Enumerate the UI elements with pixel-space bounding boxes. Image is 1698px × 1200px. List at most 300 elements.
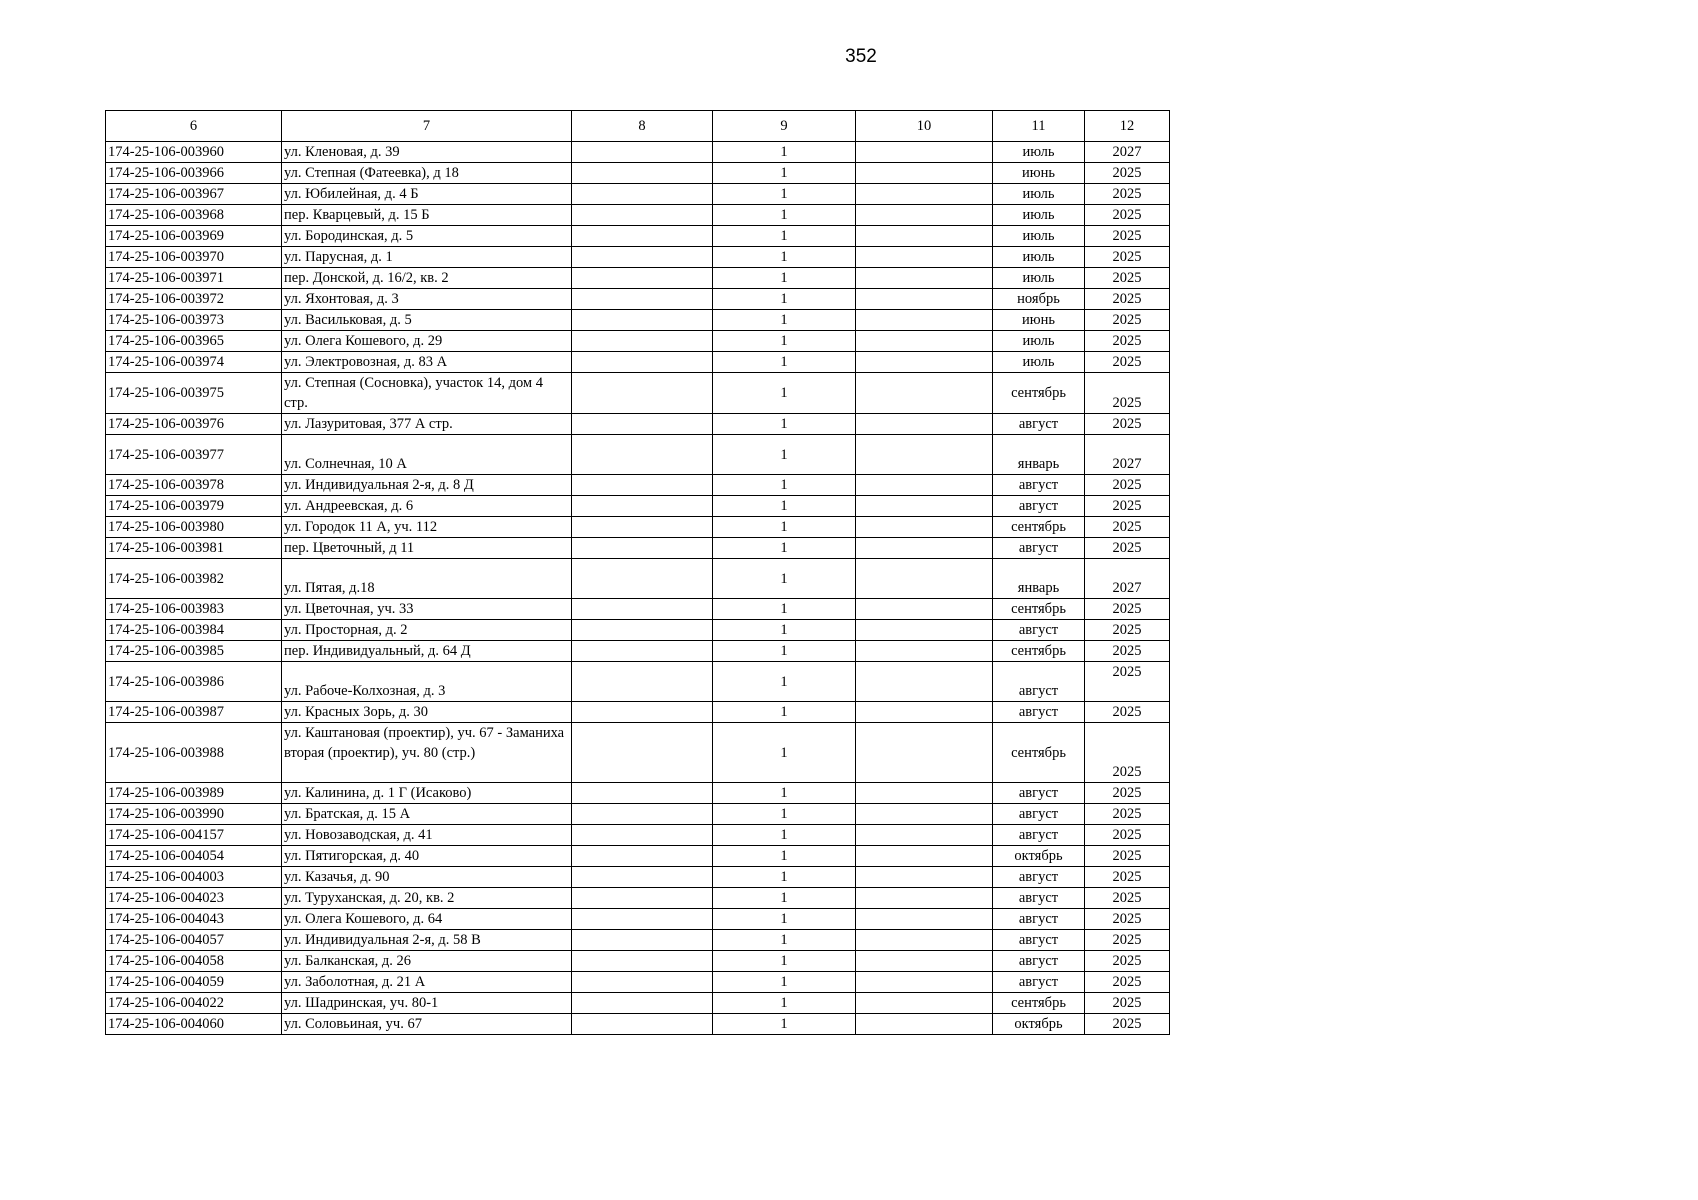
year-cell: 2025 bbox=[1085, 951, 1170, 972]
col8-cell bbox=[572, 205, 713, 226]
table-row bbox=[106, 641, 1170, 662]
year-cell: 2025 bbox=[1085, 909, 1170, 930]
header-col-7: 7 bbox=[282, 111, 572, 142]
col10-cell bbox=[856, 226, 993, 247]
object-id-cell: 174-25-106-003973 bbox=[106, 310, 282, 331]
month-cell: январь bbox=[993, 559, 1085, 599]
month-cell: июль bbox=[993, 142, 1085, 163]
year-cell: 2025 bbox=[1085, 373, 1170, 414]
col8-cell bbox=[572, 435, 713, 475]
count-cell: 1 bbox=[713, 559, 856, 599]
table-row bbox=[106, 867, 1170, 888]
object-id-cell: 174-25-106-003977 bbox=[106, 435, 282, 475]
year-cell: 2025 bbox=[1085, 268, 1170, 289]
col10-cell bbox=[856, 435, 993, 475]
col8-cell bbox=[572, 599, 713, 620]
col8-cell bbox=[572, 804, 713, 825]
object-id-cell: 174-25-106-003988 bbox=[106, 723, 282, 783]
col10-cell bbox=[856, 414, 993, 435]
address-cell: ул. Просторная, д. 2 bbox=[282, 620, 572, 641]
year-cell: 2025 bbox=[1085, 475, 1170, 496]
col10-cell bbox=[856, 702, 993, 723]
month-cell: сентябрь bbox=[993, 599, 1085, 620]
count-cell: 1 bbox=[713, 825, 856, 846]
address-cell: ул. Индивидуальная 2-я, д. 58 В bbox=[282, 930, 572, 951]
table-row bbox=[106, 163, 1170, 184]
count-cell: 1 bbox=[713, 641, 856, 662]
address-cell: ул. Рабоче-Колхозная, д. 3 bbox=[282, 662, 572, 702]
year-cell: 2025 bbox=[1085, 723, 1170, 783]
col10-cell bbox=[856, 331, 993, 352]
col8-cell bbox=[572, 993, 713, 1014]
table-body bbox=[106, 142, 1170, 1035]
year-cell: 2025 bbox=[1085, 163, 1170, 184]
object-id-cell: 174-25-106-003983 bbox=[106, 599, 282, 620]
month-cell: сентябрь bbox=[993, 993, 1085, 1014]
count-cell: 1 bbox=[713, 352, 856, 373]
col10-cell bbox=[856, 517, 993, 538]
page-number: 352 bbox=[845, 46, 877, 67]
year-cell: 2025 bbox=[1085, 993, 1170, 1014]
address-cell: ул. Степная (Фатеевка), д 18 bbox=[282, 163, 572, 184]
col8-cell bbox=[572, 641, 713, 662]
year-cell: 2025 bbox=[1085, 414, 1170, 435]
year-cell: 2025 bbox=[1085, 702, 1170, 723]
month-cell: июнь bbox=[993, 310, 1085, 331]
header-col-6: 6 bbox=[106, 111, 282, 142]
month-cell: август bbox=[993, 888, 1085, 909]
col10-cell bbox=[856, 475, 993, 496]
count-cell: 1 bbox=[713, 538, 856, 559]
year-cell: 2025 bbox=[1085, 205, 1170, 226]
address-cell: ул. Соловьиная, уч. 67 bbox=[282, 1014, 572, 1035]
count-cell: 1 bbox=[713, 930, 856, 951]
year-cell: 2025 bbox=[1085, 226, 1170, 247]
year-cell: 2027 bbox=[1085, 142, 1170, 163]
col8-cell bbox=[572, 559, 713, 599]
registry-table bbox=[105, 110, 1170, 1035]
table-row bbox=[106, 783, 1170, 804]
address-cell: ул. Балканская, д. 26 bbox=[282, 951, 572, 972]
col10-cell bbox=[856, 825, 993, 846]
object-id-cell: 174-25-106-004059 bbox=[106, 972, 282, 993]
table-row bbox=[106, 205, 1170, 226]
object-id-cell: 174-25-106-003985 bbox=[106, 641, 282, 662]
month-cell: август bbox=[993, 620, 1085, 641]
month-cell: август bbox=[993, 475, 1085, 496]
year-cell: 2025 bbox=[1085, 352, 1170, 373]
month-cell: июль bbox=[993, 247, 1085, 268]
year-cell: 2025 bbox=[1085, 825, 1170, 846]
address-cell: ул. Казачья, д. 90 bbox=[282, 867, 572, 888]
address-cell: пер. Индивидуальный, д. 64 Д bbox=[282, 641, 572, 662]
col10-cell bbox=[856, 909, 993, 930]
month-cell: январь bbox=[993, 435, 1085, 475]
table-row bbox=[106, 517, 1170, 538]
year-cell: 2025 bbox=[1085, 184, 1170, 205]
object-id-cell: 174-25-106-003971 bbox=[106, 268, 282, 289]
object-id-cell: 174-25-106-003987 bbox=[106, 702, 282, 723]
col8-cell bbox=[572, 1014, 713, 1035]
year-cell: 2025 bbox=[1085, 804, 1170, 825]
table-row bbox=[106, 414, 1170, 435]
col8-cell bbox=[572, 846, 713, 867]
address-cell: ул. Олега Кошевого, д. 29 bbox=[282, 331, 572, 352]
table-row bbox=[106, 723, 1170, 783]
col8-cell bbox=[572, 888, 713, 909]
count-cell: 1 bbox=[713, 783, 856, 804]
col10-cell bbox=[856, 951, 993, 972]
table-row bbox=[106, 268, 1170, 289]
table-row bbox=[106, 888, 1170, 909]
count-cell: 1 bbox=[713, 723, 856, 783]
address-cell: ул. Шадринская, уч. 80-1 bbox=[282, 993, 572, 1014]
col8-cell bbox=[572, 662, 713, 702]
year-cell: 2025 bbox=[1085, 846, 1170, 867]
object-id-cell: 174-25-106-004022 bbox=[106, 993, 282, 1014]
col10-cell bbox=[856, 993, 993, 1014]
address-cell: ул. Красных Зорь, д. 30 bbox=[282, 702, 572, 723]
month-cell: июль bbox=[993, 331, 1085, 352]
table-row bbox=[106, 599, 1170, 620]
col8-cell bbox=[572, 702, 713, 723]
object-id-cell: 174-25-106-004058 bbox=[106, 951, 282, 972]
object-id-cell: 174-25-106-003968 bbox=[106, 205, 282, 226]
count-cell: 1 bbox=[713, 909, 856, 930]
table-row bbox=[106, 930, 1170, 951]
month-cell: август bbox=[993, 662, 1085, 702]
table-row bbox=[106, 247, 1170, 268]
address-cell: ул. Братская, д. 15 А bbox=[282, 804, 572, 825]
address-cell: пер. Кварцевый, д. 15 Б bbox=[282, 205, 572, 226]
object-id-cell: 174-25-106-003974 bbox=[106, 352, 282, 373]
table-row bbox=[106, 993, 1170, 1014]
count-cell: 1 bbox=[713, 702, 856, 723]
col10-cell bbox=[856, 783, 993, 804]
month-cell: сентябрь bbox=[993, 517, 1085, 538]
table-row bbox=[106, 352, 1170, 373]
month-cell: октябрь bbox=[993, 1014, 1085, 1035]
header-row bbox=[106, 111, 1170, 142]
table-row bbox=[106, 496, 1170, 517]
col10-cell bbox=[856, 867, 993, 888]
table-row bbox=[106, 538, 1170, 559]
count-cell: 1 bbox=[713, 247, 856, 268]
col8-cell bbox=[572, 723, 713, 783]
table-row bbox=[106, 846, 1170, 867]
year-cell: 2025 bbox=[1085, 538, 1170, 559]
month-cell: август bbox=[993, 804, 1085, 825]
year-cell: 2027 bbox=[1085, 559, 1170, 599]
year-cell: 2025 bbox=[1085, 247, 1170, 268]
table-row bbox=[106, 951, 1170, 972]
year-cell: 2025 bbox=[1085, 517, 1170, 538]
col8-cell bbox=[572, 163, 713, 184]
object-id-cell: 174-25-106-003976 bbox=[106, 414, 282, 435]
header-col-11: 11 bbox=[993, 111, 1085, 142]
object-id-cell: 174-25-106-003978 bbox=[106, 475, 282, 496]
year-cell: 2025 bbox=[1085, 1014, 1170, 1035]
object-id-cell: 174-25-106-003986 bbox=[106, 662, 282, 702]
year-cell: 2025 bbox=[1085, 310, 1170, 331]
col10-cell bbox=[856, 268, 993, 289]
col10-cell bbox=[856, 205, 993, 226]
year-cell: 2025 bbox=[1085, 783, 1170, 804]
address-cell: ул. Андреевская, д. 6 bbox=[282, 496, 572, 517]
count-cell: 1 bbox=[713, 888, 856, 909]
object-id-cell: 174-25-106-004157 bbox=[106, 825, 282, 846]
count-cell: 1 bbox=[713, 310, 856, 331]
address-cell: ул. Городок 11 А, уч. 112 bbox=[282, 517, 572, 538]
month-cell: август bbox=[993, 702, 1085, 723]
address-cell: ул. Юбилейная, д. 4 Б bbox=[282, 184, 572, 205]
year-cell: 2025 bbox=[1085, 888, 1170, 909]
table-row bbox=[106, 331, 1170, 352]
year-cell: 2025 bbox=[1085, 930, 1170, 951]
col10-cell bbox=[856, 289, 993, 310]
object-id-cell: 174-25-106-003970 bbox=[106, 247, 282, 268]
col8-cell bbox=[572, 331, 713, 352]
object-id-cell: 174-25-106-003984 bbox=[106, 620, 282, 641]
year-cell: 2025 bbox=[1085, 641, 1170, 662]
col10-cell bbox=[856, 247, 993, 268]
month-cell: ноябрь bbox=[993, 289, 1085, 310]
month-cell: август bbox=[993, 414, 1085, 435]
address-cell: ул. Электровозная, д. 83 А bbox=[282, 352, 572, 373]
table-row bbox=[106, 373, 1170, 414]
col8-cell bbox=[572, 620, 713, 641]
header-col-8: 8 bbox=[572, 111, 713, 142]
object-id-cell: 174-25-106-003990 bbox=[106, 804, 282, 825]
month-cell: август bbox=[993, 538, 1085, 559]
object-id-cell: 174-25-106-003972 bbox=[106, 289, 282, 310]
col10-cell bbox=[856, 538, 993, 559]
address-cell: ул. Пятая, д.18 bbox=[282, 559, 572, 599]
col10-cell bbox=[856, 559, 993, 599]
year-cell: 2025 bbox=[1085, 599, 1170, 620]
col8-cell bbox=[572, 496, 713, 517]
col8-cell bbox=[572, 247, 713, 268]
count-cell: 1 bbox=[713, 289, 856, 310]
table-row bbox=[106, 310, 1170, 331]
col10-cell bbox=[856, 662, 993, 702]
col8-cell bbox=[572, 373, 713, 414]
address-cell: ул. Туруханская, д. 20, кв. 2 bbox=[282, 888, 572, 909]
month-cell: сентябрь bbox=[993, 373, 1085, 414]
col8-cell bbox=[572, 517, 713, 538]
count-cell: 1 bbox=[713, 867, 856, 888]
object-id-cell: 174-25-106-003966 bbox=[106, 163, 282, 184]
col10-cell bbox=[856, 620, 993, 641]
month-cell: июль bbox=[993, 226, 1085, 247]
month-cell: октябрь bbox=[993, 846, 1085, 867]
count-cell: 1 bbox=[713, 846, 856, 867]
object-id-cell: 174-25-106-003967 bbox=[106, 184, 282, 205]
address-cell: ул. Васильковая, д. 5 bbox=[282, 310, 572, 331]
address-cell: ул. Бородинская, д. 5 bbox=[282, 226, 572, 247]
col8-cell bbox=[572, 226, 713, 247]
col10-cell bbox=[856, 310, 993, 331]
object-id-cell: 174-25-106-004060 bbox=[106, 1014, 282, 1035]
table-row bbox=[106, 702, 1170, 723]
col10-cell bbox=[856, 641, 993, 662]
object-id-cell: 174-25-106-003982 bbox=[106, 559, 282, 599]
table-row bbox=[106, 1014, 1170, 1035]
table-row bbox=[106, 825, 1170, 846]
col8-cell bbox=[572, 867, 713, 888]
object-id-cell: 174-25-106-003960 bbox=[106, 142, 282, 163]
col8-cell bbox=[572, 475, 713, 496]
col8-cell bbox=[572, 783, 713, 804]
address-cell: ул. Солнечная, 10 А bbox=[282, 435, 572, 475]
object-id-cell: 174-25-106-003969 bbox=[106, 226, 282, 247]
count-cell: 1 bbox=[713, 268, 856, 289]
count-cell: 1 bbox=[713, 435, 856, 475]
month-cell: август bbox=[993, 496, 1085, 517]
month-cell: июль bbox=[993, 205, 1085, 226]
col8-cell bbox=[572, 951, 713, 972]
col8-cell bbox=[572, 310, 713, 331]
address-cell: ул. Каштановая (проектир), уч. 67 - Заманиха вторая (проектир), уч. 80 (стр.) bbox=[282, 723, 572, 783]
month-cell: сентябрь bbox=[993, 641, 1085, 662]
year-cell: 2025 bbox=[1085, 331, 1170, 352]
object-id-cell: 174-25-106-004003 bbox=[106, 867, 282, 888]
month-cell: август bbox=[993, 930, 1085, 951]
object-id-cell: 174-25-106-004043 bbox=[106, 909, 282, 930]
object-id-cell: 174-25-106-004057 bbox=[106, 930, 282, 951]
object-id-cell: 174-25-106-003980 bbox=[106, 517, 282, 538]
col10-cell bbox=[856, 888, 993, 909]
count-cell: 1 bbox=[713, 142, 856, 163]
table-row bbox=[106, 289, 1170, 310]
col8-cell bbox=[572, 289, 713, 310]
count-cell: 1 bbox=[713, 163, 856, 184]
col10-cell bbox=[856, 184, 993, 205]
address-cell: ул. Цветочная, уч. 33 bbox=[282, 599, 572, 620]
object-id-cell: 174-25-106-003981 bbox=[106, 538, 282, 559]
table-row bbox=[106, 804, 1170, 825]
col8-cell bbox=[572, 268, 713, 289]
col8-cell bbox=[572, 184, 713, 205]
year-cell: 2025 bbox=[1085, 289, 1170, 310]
col10-cell bbox=[856, 846, 993, 867]
address-cell: ул. Олега Кошевого, д. 64 bbox=[282, 909, 572, 930]
month-cell: июль bbox=[993, 184, 1085, 205]
count-cell: 1 bbox=[713, 331, 856, 352]
address-cell: ул. Индивидуальная 2-я, д. 8 Д bbox=[282, 475, 572, 496]
month-cell: август bbox=[993, 825, 1085, 846]
object-id-cell: 174-25-106-003975 bbox=[106, 373, 282, 414]
object-id-cell: 174-25-106-004023 bbox=[106, 888, 282, 909]
table-row bbox=[106, 475, 1170, 496]
col10-cell bbox=[856, 972, 993, 993]
count-cell: 1 bbox=[713, 620, 856, 641]
table-row bbox=[106, 184, 1170, 205]
month-cell: июль bbox=[993, 352, 1085, 373]
month-cell: август bbox=[993, 972, 1085, 993]
month-cell: август bbox=[993, 867, 1085, 888]
count-cell: 1 bbox=[713, 205, 856, 226]
object-id-cell: 174-25-106-004054 bbox=[106, 846, 282, 867]
col10-cell bbox=[856, 352, 993, 373]
address-cell: ул. Калинина, д. 1 Г (Исаково) bbox=[282, 783, 572, 804]
count-cell: 1 bbox=[713, 599, 856, 620]
year-cell: 2025 bbox=[1085, 972, 1170, 993]
table-row bbox=[106, 226, 1170, 247]
col10-cell bbox=[856, 142, 993, 163]
month-cell: июль bbox=[993, 268, 1085, 289]
table-row bbox=[106, 972, 1170, 993]
table-row bbox=[106, 620, 1170, 641]
count-cell: 1 bbox=[713, 804, 856, 825]
count-cell: 1 bbox=[713, 972, 856, 993]
count-cell: 1 bbox=[713, 993, 856, 1014]
year-cell: 2025 bbox=[1085, 867, 1170, 888]
count-cell: 1 bbox=[713, 517, 856, 538]
address-cell: ул. Степная (Сосновка), участок 14, дом 4 стр. bbox=[282, 373, 572, 414]
address-cell: ул. Лазуритовая, 377 А стр. bbox=[282, 414, 572, 435]
col8-cell bbox=[572, 352, 713, 373]
month-cell: июнь bbox=[993, 163, 1085, 184]
table-row bbox=[106, 662, 1170, 702]
col10-cell bbox=[856, 930, 993, 951]
address-cell: ул. Пятигорская, д. 40 bbox=[282, 846, 572, 867]
count-cell: 1 bbox=[713, 1014, 856, 1035]
object-id-cell: 174-25-106-003989 bbox=[106, 783, 282, 804]
col8-cell bbox=[572, 538, 713, 559]
address-cell: ул. Парусная, д. 1 bbox=[282, 247, 572, 268]
year-cell: 2025 bbox=[1085, 496, 1170, 517]
count-cell: 1 bbox=[713, 662, 856, 702]
month-cell: август bbox=[993, 783, 1085, 804]
address-cell: ул. Яхонтовая, д. 3 bbox=[282, 289, 572, 310]
count-cell: 1 bbox=[713, 475, 856, 496]
col8-cell bbox=[572, 972, 713, 993]
address-cell: ул. Заболотная, д. 21 А bbox=[282, 972, 572, 993]
col8-cell bbox=[572, 414, 713, 435]
header-col-9: 9 bbox=[713, 111, 856, 142]
year-cell: 2027 bbox=[1085, 435, 1170, 475]
col10-cell bbox=[856, 163, 993, 184]
count-cell: 1 bbox=[713, 414, 856, 435]
address-cell: пер. Цветочный, д 11 bbox=[282, 538, 572, 559]
col10-cell bbox=[856, 723, 993, 783]
month-cell: август bbox=[993, 951, 1085, 972]
count-cell: 1 bbox=[713, 373, 856, 414]
col10-cell bbox=[856, 496, 993, 517]
object-id-cell: 174-25-106-003965 bbox=[106, 331, 282, 352]
table-row bbox=[106, 142, 1170, 163]
col8-cell bbox=[572, 825, 713, 846]
table-row bbox=[106, 435, 1170, 475]
month-cell: сентябрь bbox=[993, 723, 1085, 783]
address-cell: пер. Донской, д. 16/2, кв. 2 bbox=[282, 268, 572, 289]
col8-cell bbox=[572, 930, 713, 951]
count-cell: 1 bbox=[713, 951, 856, 972]
col8-cell bbox=[572, 909, 713, 930]
count-cell: 1 bbox=[713, 226, 856, 247]
count-cell: 1 bbox=[713, 184, 856, 205]
col10-cell bbox=[856, 373, 993, 414]
col8-cell bbox=[572, 142, 713, 163]
count-cell: 1 bbox=[713, 496, 856, 517]
address-cell: ул. Новозаводская, д. 41 bbox=[282, 825, 572, 846]
table-row bbox=[106, 559, 1170, 599]
year-cell: 2025 bbox=[1085, 662, 1170, 702]
year-cell: 2025 bbox=[1085, 620, 1170, 641]
month-cell: август bbox=[993, 909, 1085, 930]
header-col-10: 10 bbox=[856, 111, 993, 142]
